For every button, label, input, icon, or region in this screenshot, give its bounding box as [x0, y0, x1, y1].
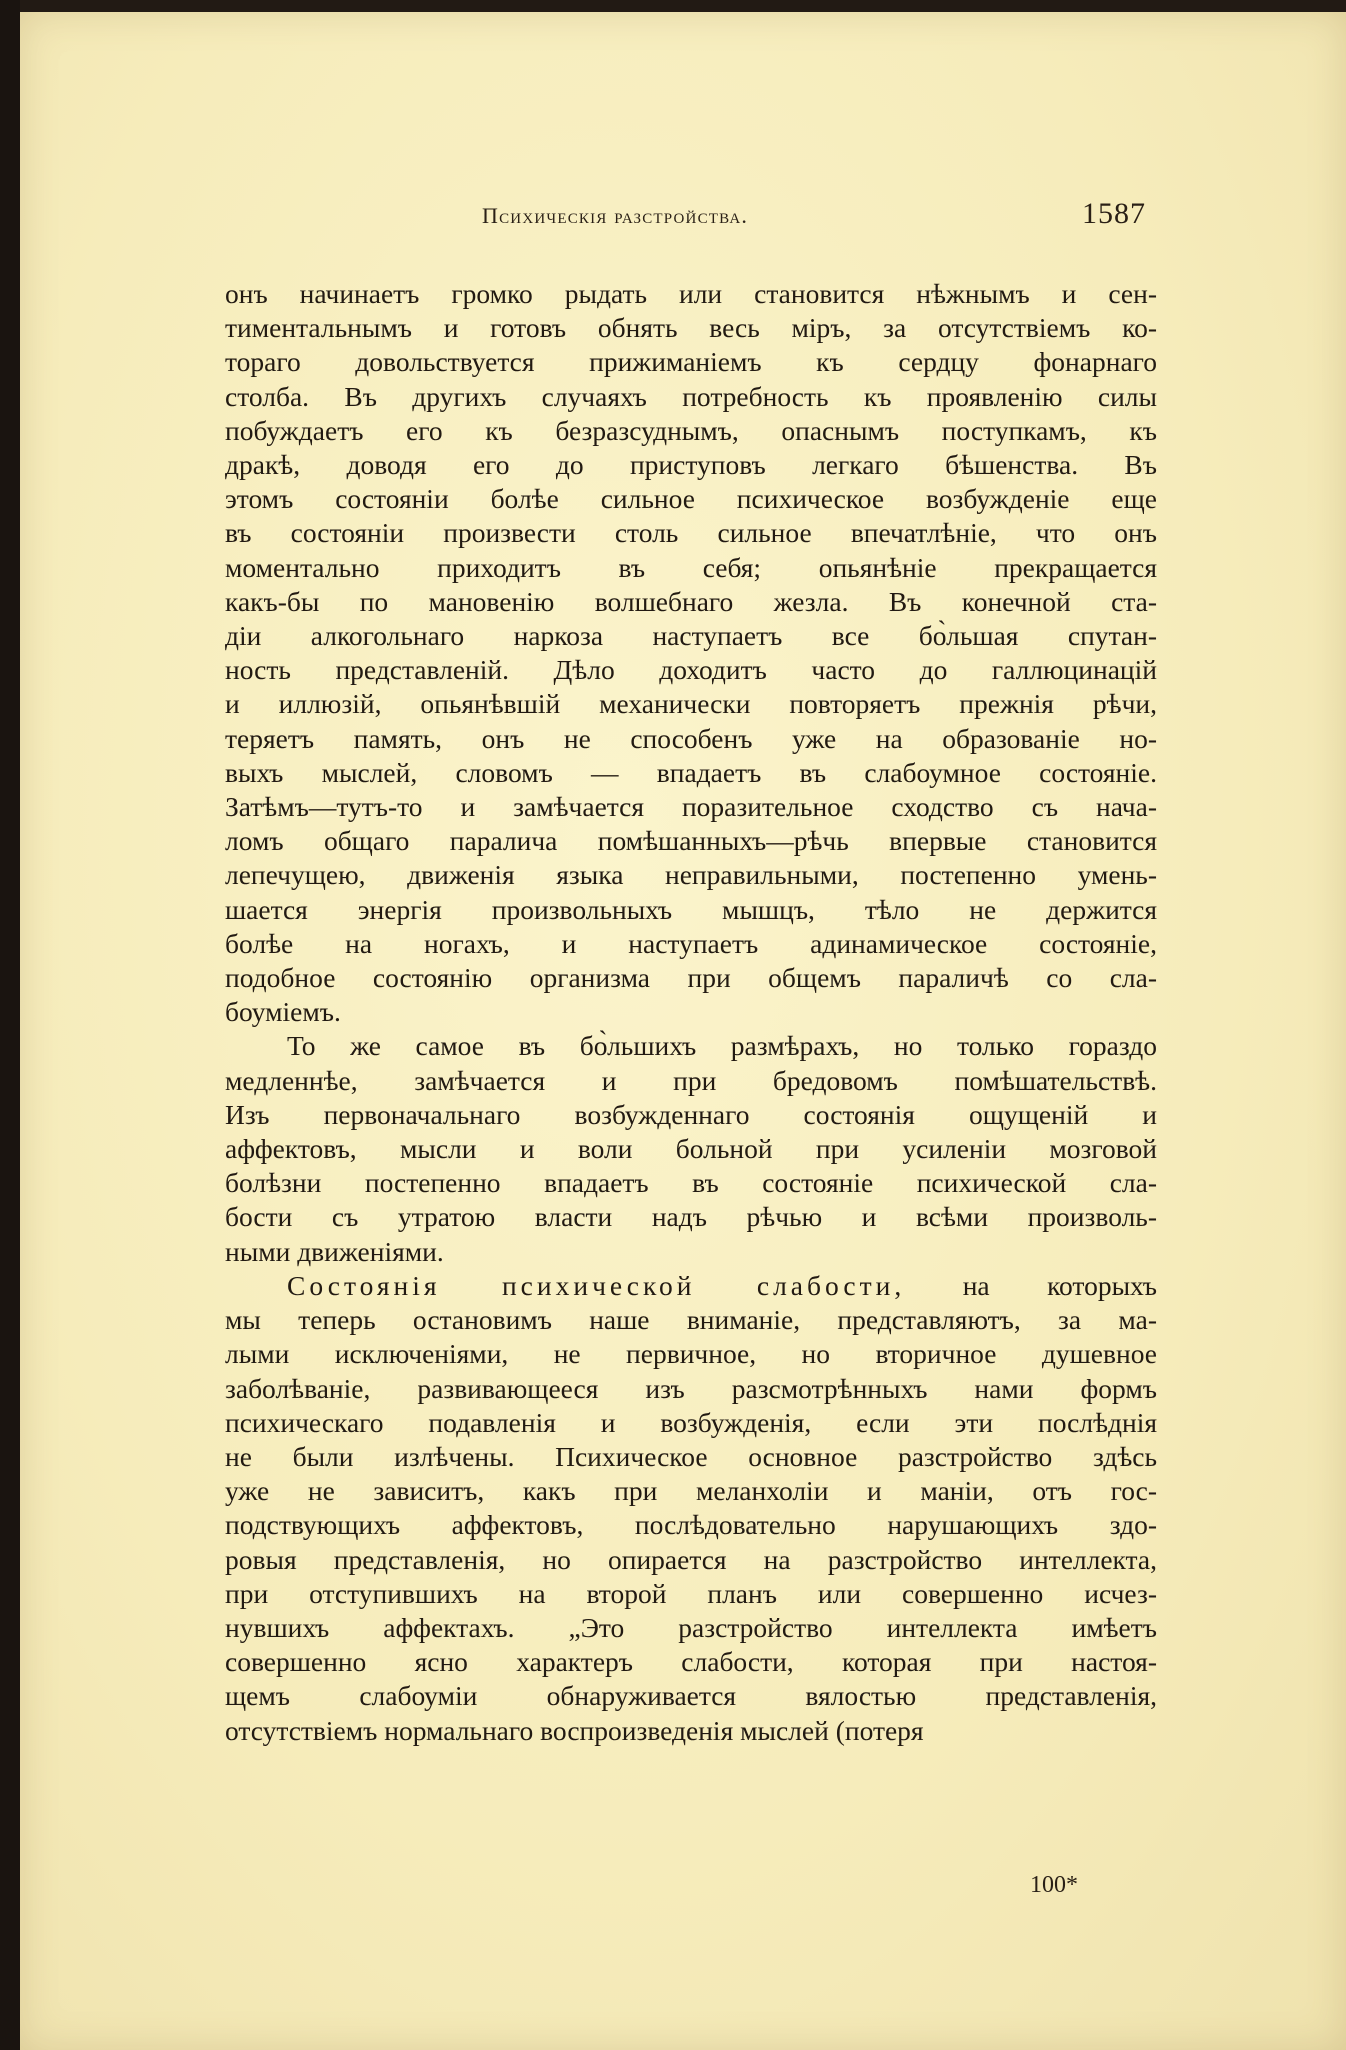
text-line: болѣзни постепенно впадаетъ въ состояніе психической сла- [225, 1167, 1157, 1199]
text-line: столба. Въ другихъ случаяхъ потребность къ проявленію силы [225, 380, 1157, 412]
text-line: отсутствіемъ нормальнаго воспроизведенія мыслей (потеря [225, 1714, 924, 1746]
text-line: щемъ слабоуміи обнаруживается вялостью представленія, [225, 1680, 1157, 1712]
text-line: ломъ общаго паралича помѣшанныхъ—рѣчь впервые становится [225, 825, 1157, 857]
book-page [20, 12, 1346, 2050]
text-line: аффектовъ, мысли и воли больной при усиленіи мозговой [225, 1133, 1157, 1165]
text-line: этомъ состояніи болѣе сильное психическое возбужденіе еще [225, 483, 1157, 515]
text-line: медленнѣе, замѣчается и при бредовомъ помѣшательствѣ. [225, 1064, 1157, 1096]
page-header [20, 197, 1346, 243]
text-line: болѣе на ногахъ, и наступаетъ адинамическое состояніе, [225, 927, 1157, 959]
text-line: То же самое въ бо̀льшихъ размѣрахъ, но только гораздо [287, 1030, 1157, 1062]
text-line: психическаго подавленія и возбужденія, если эти послѣднія [225, 1406, 1157, 1438]
running-title: Психическія разстройства. [482, 203, 749, 228]
text-line: въ состояніи произвести столь сильное впечатлѣніе, что онъ [225, 517, 1157, 549]
paragraph [225, 1029, 1157, 1268]
text-line: Затѣмъ—тутъ-то и замѣчается поразительное сходство съ нача- [225, 791, 1157, 823]
text-line: Изъ первоначальнаго возбужденнаго состоянія ощущеній и [225, 1098, 1157, 1130]
text-line: и иллюзій, опьянѣвшій механически повторяетъ прежнія рѣчи, [225, 688, 1157, 720]
text-line: бости съ утратою власти надъ рѣчью и всѣми произволь- [225, 1201, 1157, 1233]
text-line: моментально приходитъ въ себя; опьянѣніе прекращается [225, 551, 1157, 583]
text-line: уже не зависитъ, какъ при меланхоліи и маніи, отъ гос- [225, 1475, 1157, 1507]
text-line: діи алкогольнаго наркоза наступаетъ все бо̀льшая спутан- [225, 620, 1157, 652]
text-line: шается энергія произвольныхъ мышцъ, тѣло не держится [225, 893, 1157, 925]
text-line: тораго довольствуется прижиманіемъ къ сердцу фонарнаго [225, 346, 1157, 378]
text-line: онъ начинаетъ громко рыдать или становится нѣжнымъ и сен- [225, 278, 1157, 309]
text-line: заболѣваніе, развивающееся изъ разсмотрѣнныхъ нами формъ [225, 1372, 1157, 1404]
text-line: ными движеніями. [225, 1235, 444, 1267]
text-line: побуждаетъ его къ безразсуднымъ, опаснымъ поступкамъ, къ [225, 414, 1157, 446]
text-line: ность представленій. Дѣло доходитъ часто до галлюцинацій [225, 654, 1157, 686]
text-line: Состоянія психической слабости, на которыхъ [287, 1269, 1157, 1301]
body-text [225, 277, 1157, 1748]
paragraph [225, 1269, 1157, 1748]
text-line: лыми исключеніями, не первичное, но вторичное душевное [225, 1338, 1157, 1370]
text-line: какъ-бы по мановенію волшебнаго жезла. Въ конечной ста- [225, 585, 1157, 617]
text-line: подобное состоянію организма при общемъ параличѣ со сла- [225, 962, 1157, 994]
text-line: мы теперь остановимъ наше вниманіе, представляютъ, за ма- [225, 1304, 1157, 1336]
text-line: ровыя представленія, но опирается на разстройство интеллекта, [225, 1543, 1157, 1575]
text-line: боуміемъ. [225, 996, 341, 1028]
text-line: дракѣ, доводя его до приступовъ легкаго бѣшенства. Въ [225, 449, 1157, 481]
text-line: тиментальнымъ и готовъ обнять весь міръ, за отсутствіемъ ко- [225, 312, 1157, 344]
text-line: нувшихъ аффектахъ. „Это разстройство интеллекта имѣетъ [225, 1611, 1157, 1643]
text-line: лепечущею, движенія языка неправильными, постепенно умень- [225, 859, 1157, 891]
paragraph [225, 277, 1157, 1029]
text-line: подствующихъ аффектовъ, послѣдовательно нарушающихъ здо- [225, 1509, 1157, 1541]
text-line: не были излѣчены. Психическое основное разстройство здѣсь [225, 1440, 1157, 1472]
page-number: 1587 [1082, 197, 1146, 230]
spaced-emphasis: Состоянія психической слабости, [287, 1269, 906, 1301]
text-line: выхъ мыслей, словомъ — впадаетъ въ слабоумное состояніе. [225, 756, 1157, 788]
text-line: теряетъ память, онъ не способенъ уже на образованіе но- [225, 722, 1157, 754]
text-line: совершенно ясно характеръ слабости, которая при настоя- [225, 1646, 1157, 1678]
signature-mark: 100* [1030, 1872, 1078, 1898]
text-line: при отступившихъ на второй планъ или совершенно исчез- [225, 1577, 1157, 1609]
